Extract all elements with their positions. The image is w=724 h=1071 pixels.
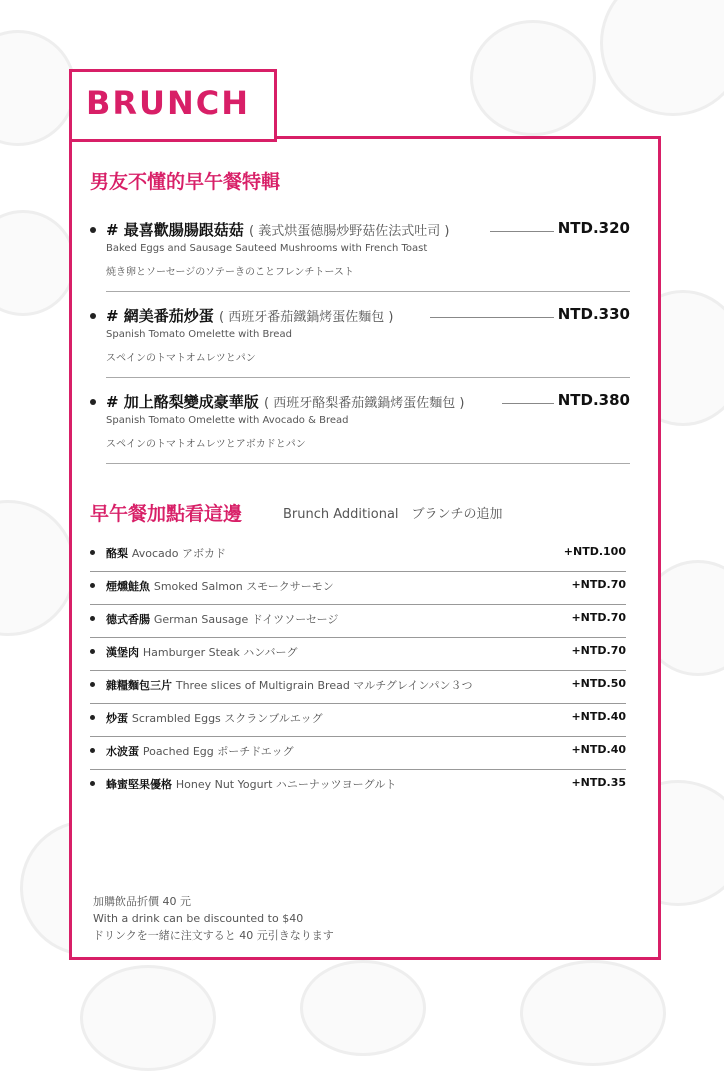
add-on-price: +NTD.40 xyxy=(571,743,626,756)
add-on-item xyxy=(90,539,626,572)
add-on-price: +NTD.70 xyxy=(571,611,626,624)
item-description: ( 義式烘蛋德腸炒野菇佐法式吐司 ) xyxy=(249,224,450,239)
bullet xyxy=(90,583,95,588)
bullet xyxy=(90,682,95,687)
note-japanese: ドリンクを一緒に注文すると 40 元引きなります xyxy=(93,929,334,942)
item-japanese: 焼き卵とソーセージのソテーきのことフレンチトースト xyxy=(106,267,354,278)
add-on-item xyxy=(90,671,626,704)
note-english: With a drink can be discounted to $40 xyxy=(93,912,304,925)
additional-title: 早午餐加點看這邊 xyxy=(90,503,243,525)
background-circle xyxy=(80,965,216,1071)
background-circle xyxy=(0,30,76,146)
add-on-name: 德式香腸 German Sausage ドイツソーセージ xyxy=(106,613,339,626)
background-circle xyxy=(300,960,426,1056)
add-on-item xyxy=(90,704,626,737)
note-chinese: 加購飲品折價 40 元 xyxy=(93,895,191,908)
bullet xyxy=(90,616,95,621)
add-on-name: 漢堡肉 Hamburger Steak ハンバーグ xyxy=(106,646,298,659)
add-on-item xyxy=(90,737,626,770)
add-on-name: 炒蛋 Scrambled Eggs スクランブルエッグ xyxy=(106,712,323,725)
divider xyxy=(106,463,630,464)
bullet xyxy=(90,313,96,319)
add-on-name: 水波蛋 Poached Egg ポーチドエッグ xyxy=(106,745,294,758)
item-english: Spanish Tomato Omelette with Bread xyxy=(106,329,292,340)
bullet xyxy=(90,399,96,405)
additional-subtitle: Brunch Additional ブランチの追加 xyxy=(283,507,503,522)
menu-panel xyxy=(69,136,661,960)
item-price: NTD.320 xyxy=(557,219,630,237)
bullet xyxy=(90,781,95,786)
item-japanese: スペインのトマトオムレツとアボカドとパン xyxy=(106,439,306,450)
add-on-price: +NTD.40 xyxy=(571,710,626,723)
menu-title: BRUNCH xyxy=(86,84,251,122)
add-on-item xyxy=(90,638,626,671)
add-on-name: 蜂蜜堅果優格 Honey Nut Yogurt ハニーナッツヨーグルト xyxy=(106,778,397,791)
leader-line xyxy=(490,231,554,232)
item-japanese: スペインのトマトオムレツとパン xyxy=(106,353,256,364)
background-circle xyxy=(470,20,596,136)
bullet xyxy=(90,748,95,753)
bullet xyxy=(90,715,95,720)
item-description: ( 西班牙番茄鐵鍋烤蛋佐麵包 ) xyxy=(219,310,394,325)
add-on-price: +NTD.100 xyxy=(563,545,626,558)
item-name: # 加上酪梨變成豪華版 ( 西班牙酪梨番茄鐵鍋烤蛋佐麵包 ) xyxy=(106,393,465,411)
bullet xyxy=(90,227,96,233)
special-item xyxy=(90,307,630,367)
background-circle xyxy=(0,500,76,636)
add-on-item xyxy=(90,605,626,638)
special-item xyxy=(90,221,630,281)
add-on-name: 煙燻鮭魚 Smoked Salmon スモークサーモン xyxy=(106,580,334,593)
item-price: NTD.330 xyxy=(557,305,630,323)
add-on-price: +NTD.35 xyxy=(571,776,626,789)
menu-title-tab xyxy=(69,69,277,142)
divider xyxy=(106,377,630,378)
specials-title: 男友不懂的早午餐特輯 xyxy=(90,171,281,193)
add-on-item xyxy=(90,770,626,802)
item-name: # 最喜歡腸腸跟菇菇 ( 義式烘蛋德腸炒野菇佐法式吐司 ) xyxy=(106,221,450,239)
background-circle xyxy=(0,210,76,316)
item-description: ( 西班牙酪梨番茄鐵鍋烤蛋佐麵包 ) xyxy=(264,396,465,411)
special-item xyxy=(90,393,630,453)
add-on-price: +NTD.70 xyxy=(571,578,626,591)
item-price: NTD.380 xyxy=(557,391,630,409)
drink-discount-note xyxy=(93,893,334,944)
bullet xyxy=(90,649,95,654)
divider xyxy=(106,291,630,292)
item-name: # 網美番茄炒蛋 ( 西班牙番茄鐵鍋烤蛋佐麵包 ) xyxy=(106,307,394,325)
add-on-item xyxy=(90,572,626,605)
background-circle xyxy=(600,0,724,116)
item-english: Spanish Tomato Omelette with Avocado & Bread xyxy=(106,415,349,426)
add-on-price: +NTD.70 xyxy=(571,644,626,657)
add-on-name: 酪梨 Avocado アボカド xyxy=(106,547,226,560)
leader-line xyxy=(430,317,554,318)
leader-line xyxy=(502,403,554,404)
add-on-name: 雜糧麵包三片 Three slices of Multigrain Bread マルチグレインパン３つ xyxy=(106,679,473,692)
background-circle xyxy=(520,960,666,1066)
bullet xyxy=(90,550,95,555)
add-on-price: +NTD.50 xyxy=(571,677,626,690)
item-english: Baked Eggs and Sausage Sauteed Mushrooms with French Toast xyxy=(106,243,428,254)
